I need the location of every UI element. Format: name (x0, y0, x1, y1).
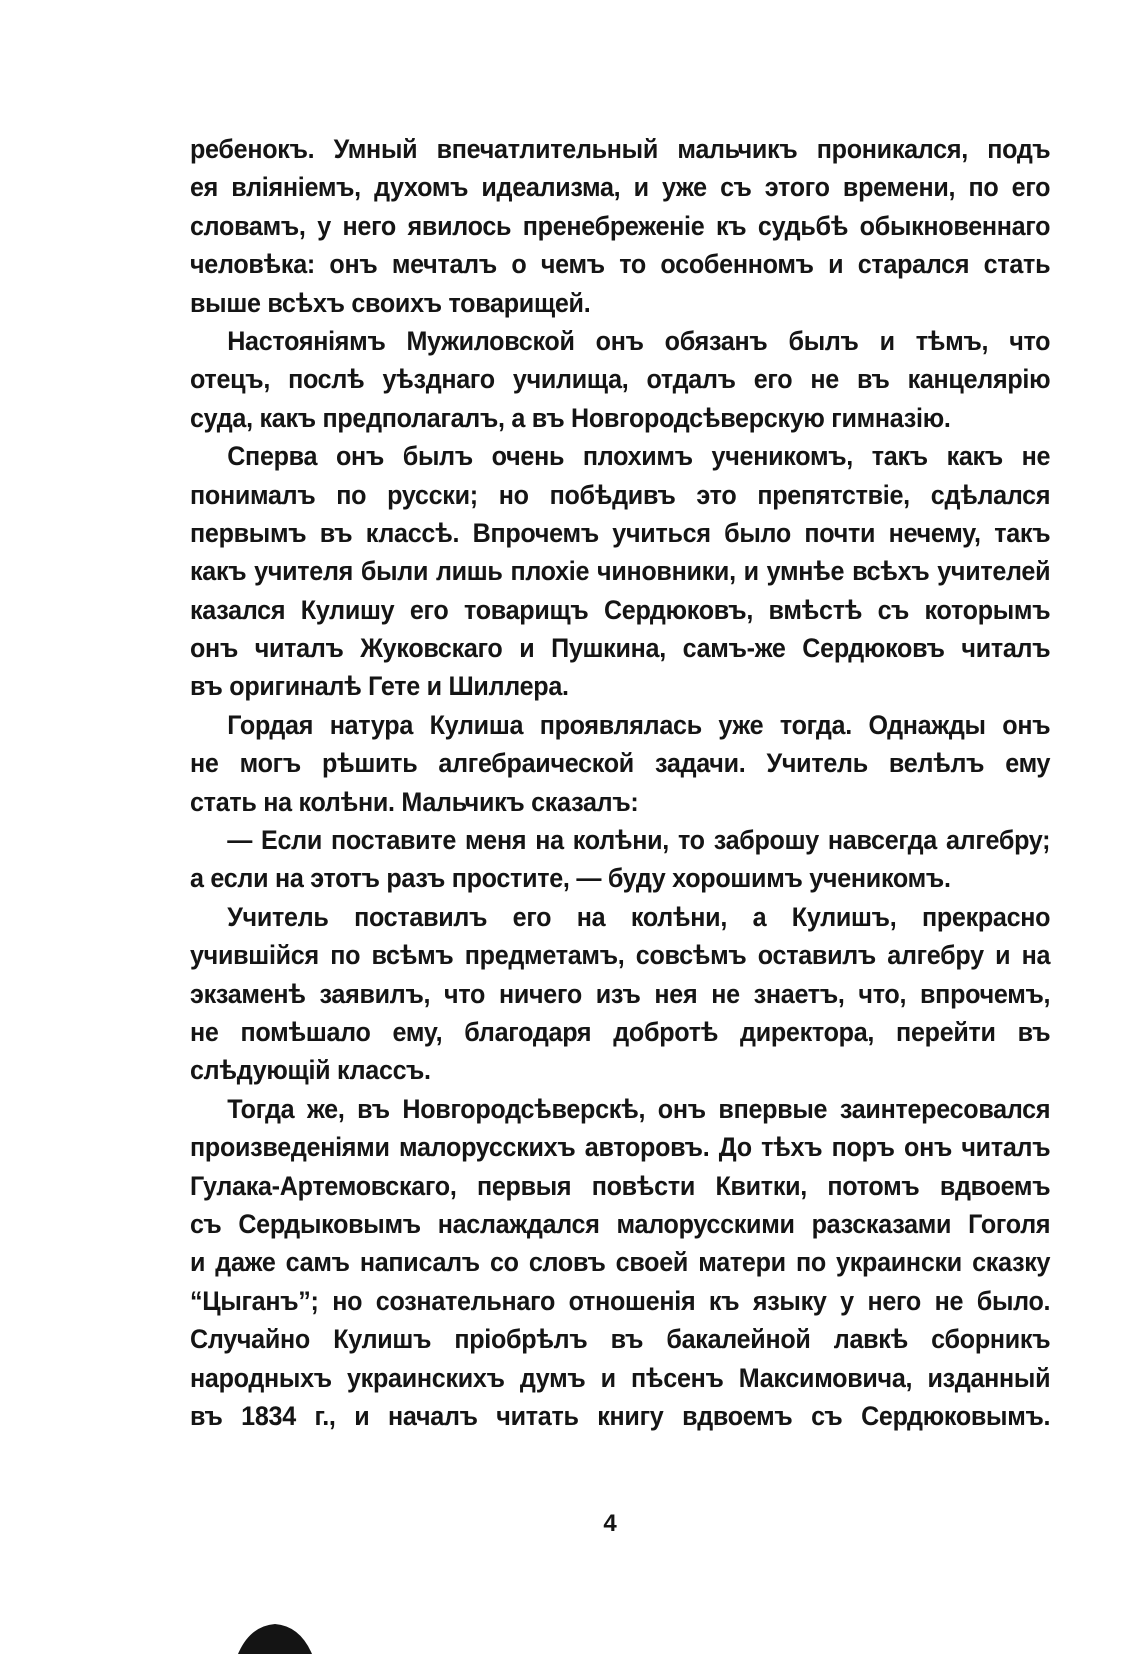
text-line: онъ читалъ Жуковскаго и Пушкина, самъ-же Сердюковъ читалъ (190, 633, 1051, 664)
text-line: а если на этотъ разъ простите, — буду хорошимъ ученикомъ. (190, 863, 951, 894)
text-line: съ Сердыковымъ наслаждался малорусскими разсказами Гоголя (190, 1208, 1051, 1239)
text-line: человѣка: онъ мечталъ о чемъ то особенномъ и старался стать (190, 249, 1051, 280)
text-line: словамъ, у него явилось пренебреженіе къ судьбѣ обыкновеннаго (190, 210, 1051, 241)
text-line: казался Кулишу его товарищъ Сердюковъ, вмѣстѣ съ которымъ (190, 594, 1051, 625)
text-line: въ оригиналѣ Гете и Шиллера. (190, 671, 569, 702)
text-line: Тогда же, въ Новгородсѣверскѣ, онъ впервые заинтересовался (227, 1093, 1051, 1124)
printer-ornament-icon (230, 1620, 320, 1654)
text-line: какъ учителя были лишь плохіе чиновники, и умнѣе всѣхъ учителей (190, 556, 1051, 587)
text-line: понималъ по русски; но побѣдивъ это препятствіе, сдѣлался (190, 479, 1051, 510)
text-line: “Цыганъ”; но сознательнаго отношенія къ языку у него не было. (190, 1285, 1051, 1316)
page-number: 4 (603, 1510, 617, 1537)
text-line: произведеніями малорусскихъ авторовъ. До тѣхъ поръ онъ читалъ (190, 1132, 1051, 1163)
text-line: не помѣшало ему, благодаря добротѣ директора, перейти въ (190, 1016, 1051, 1047)
text-line: въ 1834 г., и началъ читать книгу вдвоемъ съ Сердюковымъ. (190, 1400, 1051, 1431)
text-line: Гордая натура Кулиша проявлялась уже тогда. Однажды онъ (227, 709, 1051, 740)
text-line: Сперва онъ былъ очень плохимъ ученикомъ, такъ какъ не (227, 441, 1051, 472)
text-line: экзаменѣ заявилъ, что ничего изъ нея не знаетъ, что, впрочемъ, (190, 978, 1051, 1009)
text-line: — Если поставите меня на колѣни, то заброшу навсегда алгебру; (227, 825, 1051, 856)
text-line: первымъ въ классѣ. Впрочемъ учиться было почти нечему, такъ (190, 517, 1051, 548)
text-line: и даже самъ написалъ со словъ своей матери по украински сказку (190, 1247, 1051, 1278)
text-line: Учитель поставилъ его на колѣни, а Кулишъ, прекрасно (227, 901, 1051, 932)
text-line: выше всѣхъ своихъ товарищей. (190, 287, 591, 318)
text-line: суда, какъ предполагалъ, а въ Новгородсѣверскую гимназію. (190, 402, 951, 433)
text-line: стать на колѣни. Мальчикъ сказалъ: (190, 786, 639, 817)
text-line: не могъ рѣшить алгебраической задачи. Учитель велѣлъ ему (190, 748, 1051, 779)
text-line: народныхъ украинскихъ думъ и пѣсенъ Максимовича, изданный (190, 1362, 1051, 1393)
body-text (190, 130, 1050, 1435)
text-line: Гулака-Артемовскаго, первыя повѣсти Квитки, потомъ вдвоемъ (190, 1170, 1051, 1201)
text-line: слѣдующій классъ. (190, 1055, 431, 1086)
text-line: отецъ, послѣ уѣзднаго училища, отдалъ его не въ канцелярію (190, 364, 1051, 395)
text-line: ея вліяніемъ, духомъ идеализма, и уже съ этого времени, по его (190, 172, 1051, 203)
text-line: учившійся по всѣмъ предметамъ, совсѣмъ оставилъ алгебру и на (190, 940, 1051, 971)
text-line: Настояніямъ Мужиловской онъ обязанъ былъ и тѣмъ, что (227, 325, 1051, 356)
text-line: ребенокъ. Умный впечатлительный мальчикъ проникался, подъ (190, 134, 1051, 164)
text-line: Случайно Кулишъ пріобрѣлъ въ бакалейной лавкѣ сборникъ (190, 1324, 1051, 1355)
